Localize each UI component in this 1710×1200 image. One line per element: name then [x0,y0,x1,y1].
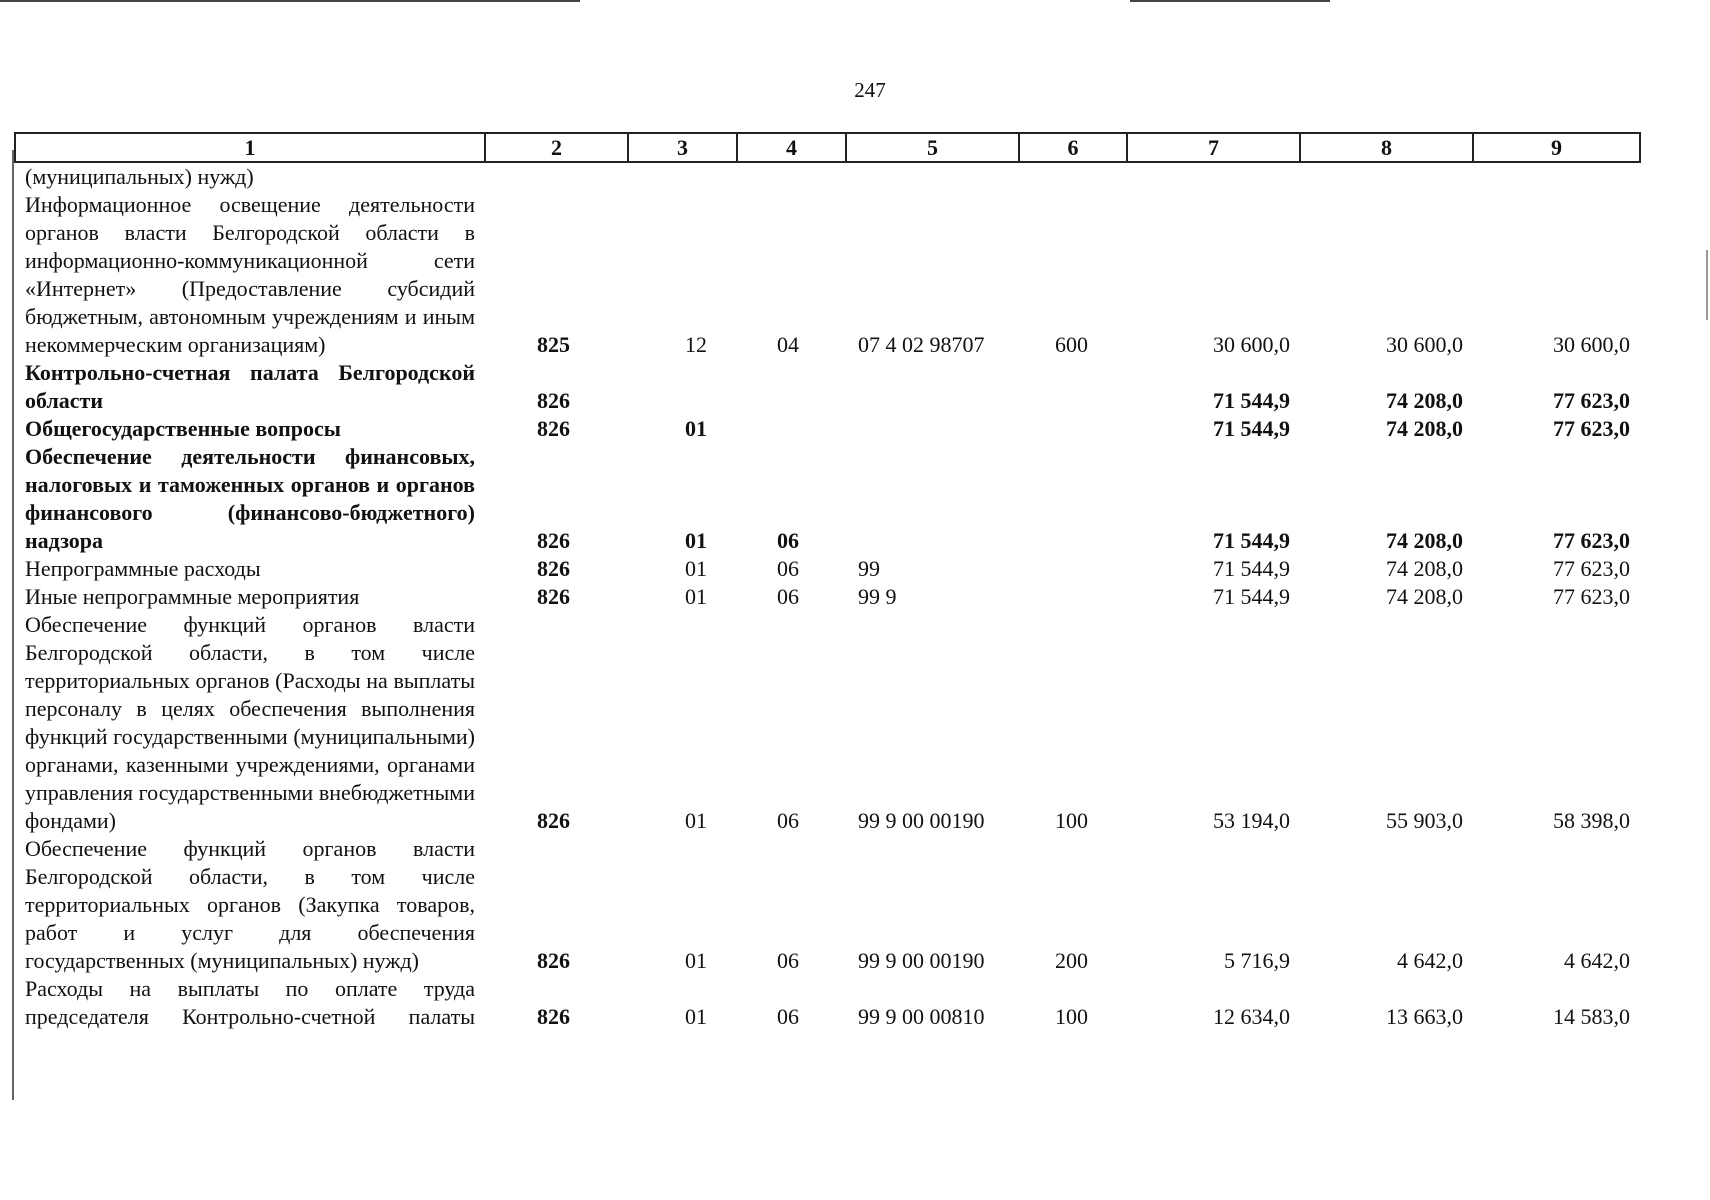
cell-col4: 06 [777,948,799,973]
cell-col3: 01 [685,416,707,441]
cell-col7: 71 544,9 [1213,388,1290,413]
cell-col7 [1127,162,1300,191]
table-row [15,359,1640,415]
table-row [15,835,1640,975]
cell-col4: 06 [777,528,799,553]
cell-col9: 77 623,0 [1553,416,1630,441]
cell-col3: 01 [685,808,707,833]
cell-col6: 100 [1055,808,1088,833]
column-header: 8 [1300,133,1473,162]
cell-col5 [846,415,1019,443]
cell-col9: 58 398,0 [1553,808,1630,833]
cell-col8: 30 600,0 [1386,332,1463,357]
cell-col6 [1019,555,1127,583]
cell-col4 [737,359,846,415]
cell-col4: 06 [777,1004,799,1029]
cell-col4 [737,415,846,443]
cell-col2 [485,162,628,191]
cell-col6 [1019,583,1127,611]
cell-col2: 826 [537,1004,570,1029]
cell-col3: 01 [685,948,707,973]
cell-col4: 06 [777,584,799,609]
cell-col9: 77 623,0 [1553,584,1630,609]
cell-col7: 71 544,9 [1213,416,1290,441]
column-header: 1 [15,133,485,162]
cell-col6 [1019,162,1127,191]
table-row [15,162,1640,191]
cell-col2: 826 [537,416,570,441]
scan-artifact-line [1130,0,1330,2]
column-header: 3 [628,133,737,162]
cell-col3: 01 [685,584,707,609]
cell-col6 [1019,415,1127,443]
cell-col4: 06 [777,808,799,833]
row-name: Информационное освещение деятельности органов власти Белгородской области в информационно-коммуникационной сети «Интернет» (Предоставление субсидий бюджетным, автономным учреждениям и иным некоммерческим организациям) [25,192,475,357]
cell-col3: 01 [685,1004,707,1029]
cell-col9: 77 623,0 [1553,528,1630,553]
cell-col9: 14 583,0 [1553,1004,1630,1029]
cell-col4 [737,162,846,191]
cell-col7: 5 716,9 [1224,948,1290,973]
cell-col8: 74 208,0 [1386,416,1463,441]
cell-col8: 74 208,0 [1386,584,1463,609]
cell-col4: 06 [777,556,799,581]
row-name: Общегосударственные вопросы [25,416,341,441]
cell-col2: 826 [537,388,570,413]
cell-col7: 53 194,0 [1213,808,1290,833]
cell-col7: 30 600,0 [1213,332,1290,357]
cell-col2: 825 [537,332,570,357]
cell-col2: 826 [537,528,570,553]
cell-col7: 12 634,0 [1213,1004,1290,1029]
table-row [15,191,1640,359]
cell-col6: 200 [1055,948,1088,973]
table-row [15,443,1640,555]
cell-col3: 12 [685,332,707,357]
cell-col7: 71 544,9 [1213,556,1290,581]
row-name: Обеспечение функций органов власти Белгородской области, в том числе территориальных органов (Закупка товаров, работ и услуг для обеспечения государственных (муниципальных) нужд) [25,836,475,973]
column-header: 2 [485,133,628,162]
column-header: 6 [1019,133,1127,162]
cell-col8: 74 208,0 [1386,556,1463,581]
cell-col8: 55 903,0 [1386,808,1463,833]
column-header: 5 [846,133,1019,162]
cell-col8 [1300,162,1473,191]
row-name: Непрограммные расходы [25,556,261,581]
cell-col7: 71 544,9 [1213,528,1290,553]
column-header: 4 [737,133,846,162]
cell-col5 [846,443,1019,555]
row-name: (муниципальных) нужд) [25,164,254,189]
cell-col5: 99 [858,556,880,581]
cell-col8: 74 208,0 [1386,388,1463,413]
cell-col9: 77 623,0 [1553,388,1630,413]
cell-col8: 74 208,0 [1386,528,1463,553]
cell-col5: 99 9 00 00810 [858,1004,985,1029]
cell-col6: 100 [1055,1004,1088,1029]
row-name: Иные непрограммные мероприятия [25,584,360,609]
page-number: 247 [854,78,886,102]
cell-col5: 99 9 00 00190 [858,808,985,833]
cell-col8: 4 642,0 [1397,948,1463,973]
cell-col6 [1019,359,1127,415]
scan-artifact-mark [1706,250,1708,320]
cell-col5 [846,162,1019,191]
cell-col9: 4 642,0 [1564,948,1630,973]
table-row [15,611,1640,835]
table-row [15,555,1640,583]
cell-col9: 30 600,0 [1553,332,1630,357]
table-row [15,583,1640,611]
cell-col2: 826 [537,948,570,973]
table-row [15,415,1640,443]
scan-artifact-line [0,0,580,2]
cell-col5 [846,359,1019,415]
cell-col5: 99 9 [858,584,897,609]
cell-col2: 826 [537,556,570,581]
cell-col5: 99 9 00 00190 [858,948,985,973]
column-header: 7 [1127,133,1300,162]
cell-col2: 826 [537,808,570,833]
column-header: 9 [1473,133,1640,162]
cell-col6: 600 [1055,332,1088,357]
row-name: Обеспечение функций органов власти Белгородской области, в том числе территориальных органов (Расходы на выплаты персоналу в целях обеспечения выполнения функций государственными (муниципальными) органами, казенными учреждениями, органами управления государственными внебюджетными фондами) [25,612,475,833]
cell-col3 [628,162,737,191]
cell-col9 [1473,162,1640,191]
cell-col3 [628,359,737,415]
row-name: Контрольно-счетная палата Белгородской области [25,360,475,413]
cell-col6 [1019,443,1127,555]
table-row [15,975,1640,1031]
table-header-row [15,133,1640,162]
row-name: Обеспечение деятельности финансовых, налоговых и таможенных органов и органов финансового (финансово-бюджетного) надзора [25,444,475,553]
cell-col3: 01 [685,528,707,553]
cell-col4: 04 [777,332,799,357]
cell-col5: 07 4 02 98707 [858,332,985,357]
cell-col7: 71 544,9 [1213,584,1290,609]
budget-table [14,132,1641,1031]
cell-col2: 826 [537,584,570,609]
cell-col8: 13 663,0 [1386,1004,1463,1029]
row-name: Расходы на выплаты по оплате труда председателя Контрольно-счетной палаты [25,976,475,1029]
cell-col9: 77 623,0 [1553,556,1630,581]
cell-col3: 01 [685,556,707,581]
